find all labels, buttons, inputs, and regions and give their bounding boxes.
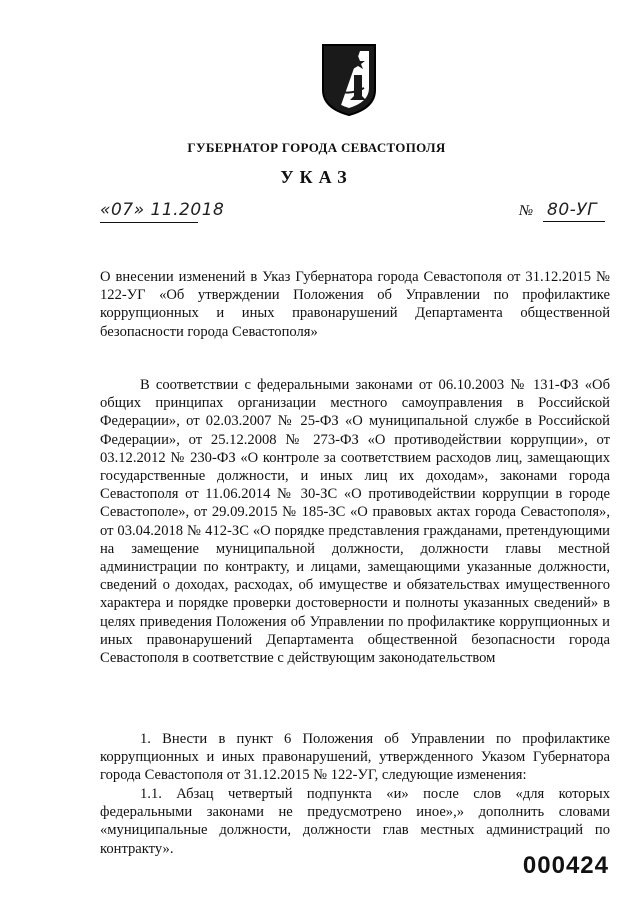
document-number-field bbox=[519, 200, 605, 222]
number-sign: № bbox=[519, 203, 534, 219]
item-1-1-paragraph: 1.1. Абзац четвертый подпункта «и» после слов «для которых федеральными законами не предусмотрено иное»,» дополнить словами «муниципальные должности, должности глав местных администраций по контракту». bbox=[100, 786, 610, 857]
document-number-value: 80-УГ bbox=[547, 200, 598, 220]
item-1-paragraph: 1. Внести в пункт 6 Положения об Управлении по профилактике коррупционных и иных правонарушений, утвержденного Указом Губернатора города Севастополя от 31.12.2015 № 122-УГ, следующие изменения: bbox=[100, 731, 610, 784]
coat-of-arms-icon bbox=[320, 42, 378, 118]
document-type-title: УКАЗ bbox=[280, 167, 353, 187]
document-serial-code: 000424 bbox=[522, 852, 609, 879]
date-field bbox=[100, 200, 225, 223]
issuing-authority: ГУБЕРНАТОР ГОРОДА СЕВАСТОПОЛЯ bbox=[187, 140, 446, 155]
preamble-paragraph: В соответствии с федеральными законами от 06.10.2003 № 131-ФЗ «Об общих принципах организации местного самоуправления в Российской Федерации», от 02.03.2007 № 25-ФЗ «О муниципальной службе в Российской Федерации», от 25.12.2008 № 273-ФЗ «О противодействии коррупции», от 03.12.2012 № 230-ФЗ «О контроле за соответствием расходов лиц, замещающих государственные должности, и иных лиц их доходам», законами города Севастополя от 11.06.2014 № 30-ЗС «О противодействии коррупции в городе Севастополе», от 29.09.2015 № 185-ЗС «О правовых актах города Севастополя», от 03.04.2018 № 412-ЗС «О порядке представления гражданами, претендующими на замещение муниципальной должности, должности главы местной администрации по контракту, и лицами, замещающими указанные должности, сведений о доходах, расходах, об имуществе и обязательствах имущественного характера и порядке проверки достоверности и полноты указанных сведений» в целях приведения Положения об Управлении по профилактике коррупционных и иных правонарушений Департамента общественной безопасности города Севастополя в соответствие с действующим законодательством bbox=[100, 377, 610, 667]
date-value: «07» 11.2018 bbox=[100, 200, 225, 220]
subject-paragraph: О внесении изменений в Указ Губернатора города Севастополя от 31.12.2015 № 122-УГ «Об утверждении Положения об Управлении по профилактике коррупционных и иных правонарушений Департамента общественной безопасности города Севастополя» bbox=[100, 269, 610, 340]
number-underline bbox=[543, 221, 605, 222]
